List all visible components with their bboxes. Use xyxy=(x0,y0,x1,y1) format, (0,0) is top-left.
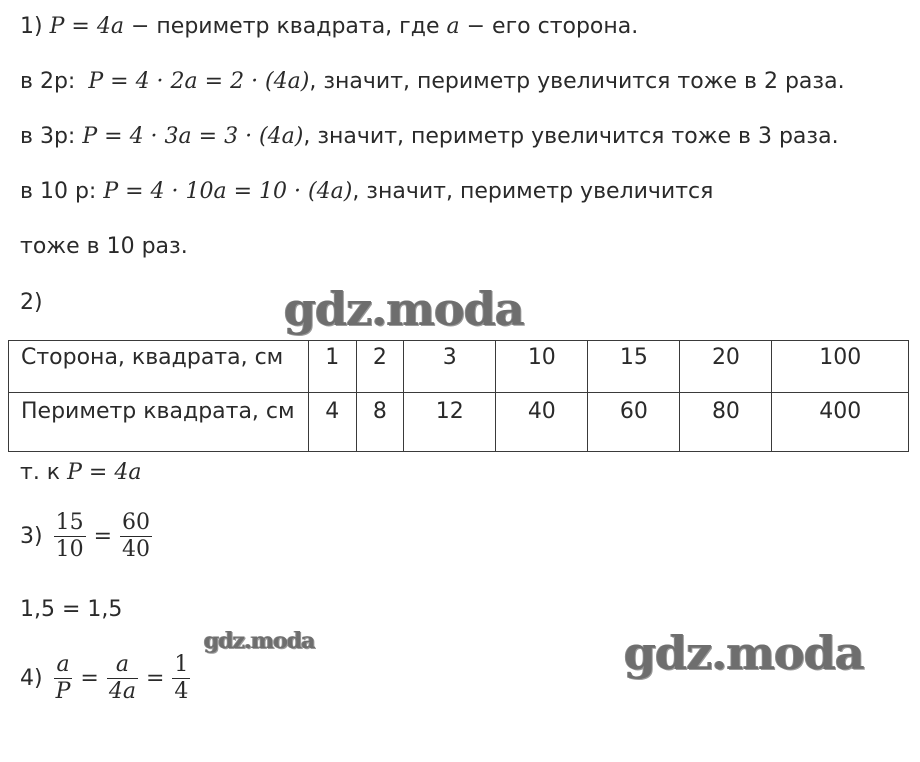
table-cell: 400 xyxy=(772,393,909,452)
table-cell: 80 xyxy=(680,393,772,452)
watermark: gdz.moda xyxy=(624,626,864,680)
table-cell: 8 xyxy=(356,393,404,452)
table-cell: 10 xyxy=(496,341,588,393)
watermark: gdz.moda xyxy=(284,282,524,336)
item-2-label xyxy=(20,288,43,318)
table-cell: 15 xyxy=(588,341,680,393)
watermark: gdz.moda xyxy=(204,628,315,654)
statement-text: , значит, периметр увеличится xyxy=(352,179,714,204)
fraction xyxy=(54,510,86,563)
fraction-denominator: 4 xyxy=(174,679,189,704)
fraction-numerator: 1 xyxy=(174,652,189,677)
statement-text: его сторона. xyxy=(492,14,639,39)
equals-sign: = xyxy=(80,666,99,691)
formula: P = 4 · 3a = 3 · (4a) xyxy=(82,124,304,149)
statement-text: , значит, периметр увеличится тоже в 3 раза. xyxy=(303,124,839,149)
item-number: 2) xyxy=(20,290,43,315)
item-number: 4) xyxy=(20,666,43,691)
formula-rhs: 4a xyxy=(96,14,124,39)
table-cell: 12 xyxy=(404,393,496,452)
table-cell: 1 xyxy=(309,341,357,393)
fraction-numerator: 60 xyxy=(122,510,151,535)
table-row xyxy=(9,341,909,393)
dash: − xyxy=(130,14,150,39)
fraction-denominator: 40 xyxy=(122,537,151,562)
fraction-numerator: a xyxy=(54,652,73,679)
statement-line-5 xyxy=(20,232,188,262)
table-cell: 40 xyxy=(496,393,588,452)
fraction xyxy=(107,652,138,705)
table-cell: 3 xyxy=(404,341,496,393)
line-prefix: в 3р: xyxy=(20,124,76,149)
fraction xyxy=(54,652,73,705)
item-number: 1) xyxy=(20,14,43,39)
statement-line-1 xyxy=(20,12,638,42)
statement-text: , значит, периметр увеличится тоже в 2 раза. xyxy=(309,69,845,94)
side-perimeter-table xyxy=(8,340,909,452)
table-cell: 20 xyxy=(680,341,772,393)
fraction xyxy=(120,510,152,563)
equals-sign: = xyxy=(145,666,165,691)
table-row-header: Периметр квадрата, см xyxy=(9,393,309,452)
table-cell: 4 xyxy=(309,393,357,452)
fraction-numerator: a xyxy=(107,652,138,679)
table-cell: 60 xyxy=(588,393,680,452)
dash: − xyxy=(466,14,486,39)
statement-line-4 xyxy=(20,177,713,207)
equals-sign: = xyxy=(93,524,113,549)
statement-text: периметр квадрата, где xyxy=(156,14,440,39)
variable-a: a xyxy=(446,14,460,39)
table-row-header: Сторона, квадрата, см xyxy=(9,341,309,393)
fraction xyxy=(172,652,190,705)
formula-lhs: P xyxy=(49,14,65,39)
statement-text: тоже в 10 раз. xyxy=(20,234,188,259)
statement-line-2 xyxy=(20,67,845,97)
result-text: 1,5 = 1,5 xyxy=(20,597,123,622)
result-line xyxy=(20,595,122,625)
formula: P = 4a xyxy=(67,460,142,485)
formula: P = 4 · 10a = 10 · (4a) xyxy=(103,179,353,204)
fraction-numerator: 15 xyxy=(55,510,84,535)
line-prefix: в 10 р: xyxy=(20,179,97,204)
fraction-denominator: 4a xyxy=(108,679,136,704)
formula: P = 4 · 2a = 2 · (4a) xyxy=(88,69,310,94)
statement-line-3 xyxy=(20,122,839,152)
fraction-denominator: P xyxy=(55,679,71,704)
fraction-denominator: 10 xyxy=(55,537,84,562)
equals-sign: = xyxy=(71,14,90,39)
note-line xyxy=(20,458,141,488)
item-3-line xyxy=(20,510,156,563)
table-row xyxy=(9,393,909,452)
line-prefix: в 2р: xyxy=(20,69,76,94)
item-4-line xyxy=(20,652,194,705)
table-cell: 100 xyxy=(772,341,909,393)
table-cell: 2 xyxy=(356,341,404,393)
item-number: 3) xyxy=(20,524,43,549)
note-prefix: т. к xyxy=(20,460,61,485)
